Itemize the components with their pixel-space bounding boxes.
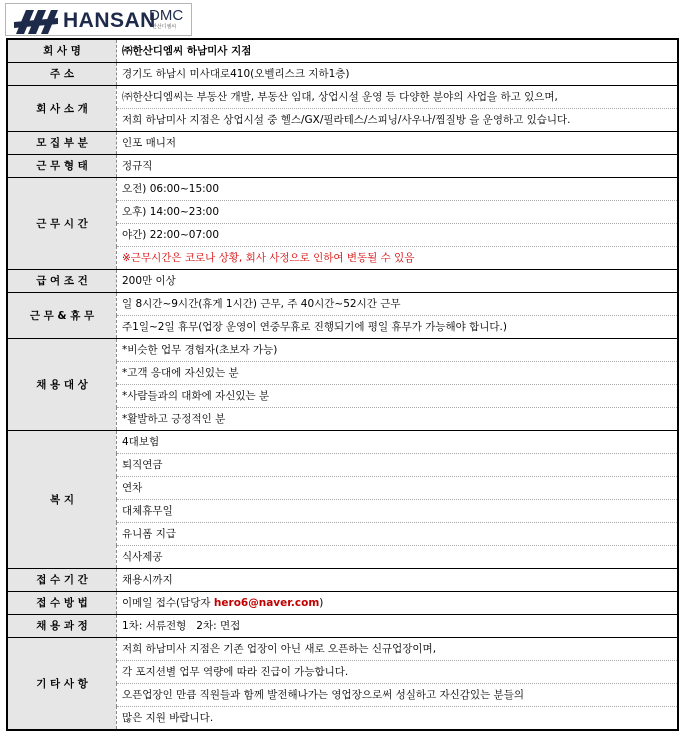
label-hours: 근 무 시 간 [7, 178, 117, 270]
label-address: 주 소 [7, 63, 117, 86]
row-work-rest [7, 293, 678, 316]
value-welfare-line: 식사제공 [117, 546, 679, 569]
value-hours-line: 야간) 22:00~07:00 [117, 224, 679, 247]
logo-suffix: DMC [149, 7, 184, 24]
row-intro [7, 86, 678, 109]
value-hours-line: 오후) 14:00~23:00 [117, 201, 679, 224]
row-company [7, 39, 678, 63]
value-etc-line: 많은 지원 바랍니다. [117, 707, 679, 731]
value-salary: 200만 이상 [117, 270, 679, 293]
value-period: 채용시까지 [117, 569, 679, 592]
value-welfare-line: 연차 [117, 477, 679, 500]
row-welfare [7, 431, 678, 454]
method-prefix: 이메일 접수(담당자 [122, 597, 214, 609]
label-type: 근 무 형 태 [7, 155, 117, 178]
label-process: 채 용 과 정 [7, 615, 117, 638]
value-welfare-line: 퇴직연금 [117, 454, 679, 477]
job-posting-table [6, 38, 679, 731]
value-target-line: *활발하고 긍정적인 분 [117, 408, 679, 431]
value-target-line: *비슷한 업무 경험자(초보자 가능) [117, 339, 679, 362]
value-method [117, 592, 679, 615]
row-target [7, 339, 678, 362]
label-intro: 회 사 소 개 [7, 86, 117, 132]
value-dept: 인포 매니저 [117, 132, 679, 155]
row-period [7, 569, 678, 592]
value-welfare-line: 4대보험 [117, 431, 679, 454]
value-target-line: *고객 응대에 자신있는 분 [117, 362, 679, 385]
value-etc-line: 각 포지션별 업무 역량에 따라 진급이 가능합니다. [117, 661, 679, 684]
row-method [7, 592, 678, 615]
label-company: 회 사 명 [7, 39, 117, 63]
value-address: 경기도 하남시 미사대로410(오벨리스크 지하1층) [117, 63, 679, 86]
label-salary: 급 여 조 건 [7, 270, 117, 293]
company-logo [5, 3, 192, 36]
value-welfare-line: 대체휴무일 [117, 500, 679, 523]
value-target-line: *사람들과의 대화에 자신있는 분 [117, 385, 679, 408]
value-etc-line: 오픈업장인 만큼 직원들과 함께 발전해나가는 영업장으로써 성실하고 자신감있는 분들의 [117, 684, 679, 707]
hansan-logo-icon [14, 8, 58, 34]
row-address [7, 63, 678, 86]
value-welfare-line: 유니폼 지급 [117, 523, 679, 546]
row-salary [7, 270, 678, 293]
value-etc-line: 저희 하남미사 지점은 기존 업장이 아닌 새로 오픈하는 신규업장이며, [117, 638, 679, 661]
row-hours [7, 178, 678, 201]
row-etc [7, 638, 678, 661]
value-company: ㈜한산디엠씨 하남미사 지점 [117, 39, 679, 63]
value-intro-line: 저희 하남미사 지점은 상업시설 중 헬스/GX/필라테스/스피닝/사우나/찜질방 을 운영하고 있습니다. [117, 109, 679, 132]
value-work-rest-line: 주1일~2일 휴무(업장 운영이 연중무휴로 진행되기에 평일 휴무가 가능해야 합니다.) [117, 316, 679, 339]
row-type [7, 155, 678, 178]
label-period: 접 수 기 간 [7, 569, 117, 592]
label-work-rest: 근 무 & 휴 무 [7, 293, 117, 339]
row-dept [7, 132, 678, 155]
label-etc: 기 타 사 항 [7, 638, 117, 731]
value-hours-line: 오전) 06:00~15:00 [117, 178, 679, 201]
value-type: 정규직 [117, 155, 679, 178]
value-work-rest-line: 일 8시간~9시간(휴게 1시간) 근무, 주 40시간~52시간 근무 [117, 293, 679, 316]
contact-email-link[interactable]: hero6@naver.com [213, 597, 320, 609]
label-welfare: 복 지 [7, 431, 117, 569]
method-suffix: ) [319, 597, 324, 609]
label-dept: 모 집 부 분 [7, 132, 117, 155]
value-hours-note: ※근무시간은 코로나 상황, 회사 사정으로 인하여 변동될 수 있음 [117, 247, 679, 270]
logo-tagline: 한산디엠씨 [152, 24, 177, 30]
value-intro-line: ㈜한산디엠씨는 부동산 개발, 부동산 임대, 상업시설 운영 등 다양한 분야의 사업을 하고 있으며, [117, 86, 679, 109]
label-target: 채 용 대 상 [7, 339, 117, 431]
row-process [7, 615, 678, 638]
logo-brand: HANSAN [63, 9, 156, 32]
label-method: 접 수 방 법 [7, 592, 117, 615]
value-process: 1차: 서류전형 2차: 면접 [117, 615, 679, 638]
